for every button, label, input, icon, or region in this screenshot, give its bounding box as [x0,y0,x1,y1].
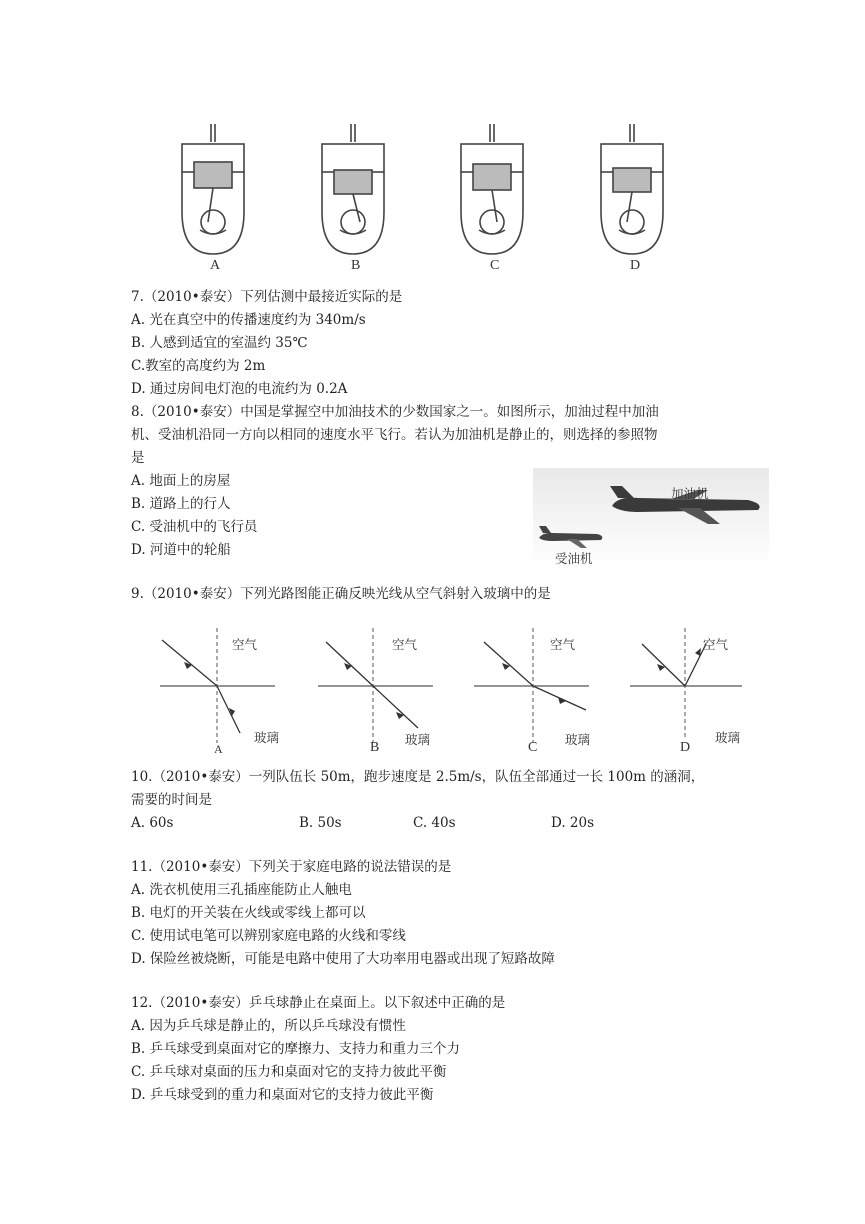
question-stem: 11.（2010•泰安）下列关于家庭电路的说法错误的是 [131,859,452,875]
question-stem-line-2: 需要的时间是 [131,792,212,808]
option-c: C. 乒乓球对桌面的压力和桌面对它的支持力彼此平衡 [131,1064,447,1080]
engine-diagram-c [457,122,527,257]
glass-label-a: 玻璃 [254,730,280,745]
tanker-label: 加油机 [671,486,709,501]
question-stem: 12.（2010•泰安）乒乓球静止在桌面上。以下叙述中正确的是 [131,995,506,1011]
question-stem-line-1: 10.（2010•泰安）一列队伍长 50m，跑步速度是 2.5m/s，队伍全部通过一长 100m 的涵洞， [131,769,705,785]
question-stem-line-1: 8.（2010•泰安）中国是掌握空中加油技术的少数国家之一。如图所示，加油过程中加油 [131,404,659,420]
question-stem-line-2: 机、受油机沿同一方向以相同的速度水平飞行。若认为加油机是静止的，则选择的参照物 [131,427,658,443]
question-stem-line-3: 是 [131,450,145,466]
question-stem: 9.（2010•泰安）下列光路图能正确反映光线从空气斜射入玻璃中的是 [131,586,551,602]
engine-label-c: C [490,258,500,273]
optics-label-c: C [528,740,538,755]
engine-diagram-b [318,122,388,257]
option-d: D. 保险丝被烧断，可能是电路中使用了大功率用电器或出现了短路故障 [131,951,555,967]
option-c: C. 40s [413,815,456,831]
engine-diagram-a [178,122,248,257]
air-label-c: 空气 [550,637,576,652]
air-label-d: 空气 [703,637,729,652]
glass-label-d: 玻璃 [715,730,741,745]
option-b: B. 乒乓球受到桌面对它的摩擦力、支持力和重力三个力 [131,1041,461,1057]
optics-label-b: B [370,740,380,755]
receiver-plane-icon [537,526,607,550]
option-d: D. 20s [551,815,595,831]
option-c: C. 使用试电笔可以辨别家庭电路的火线和零线 [131,928,406,944]
glass-label-b: 玻璃 [405,732,431,747]
option-b: B. 道路上的行人 [131,496,231,512]
option-c: C. 受油机中的飞行员 [131,519,258,535]
engine-label-a: A [210,258,221,273]
question-stem: 7.（2010•泰安）下列估测中最接近实际的是 [131,289,403,305]
engine-diagram-d [597,122,667,257]
optics-label-d: D [680,740,691,755]
engine-label-b: B [351,258,361,273]
option-d: D. 乒乓球受到的重力和桌面对它的支持力彼此平衡 [131,1087,434,1103]
refueling-photo [533,468,769,568]
engine-label-d: D [630,258,641,273]
option-b: B. 50s [299,815,342,831]
option-b: B. 人感到适宜的室温约 35℃ [131,335,308,351]
glass-label-c: 玻璃 [565,732,591,747]
option-a: A. 因为乒乓球是静止的，所以乒乓球没有惯性 [131,1018,406,1034]
option-a: A. 60s [131,815,174,831]
air-label-a: 空气 [232,637,258,652]
option-d: D. 河道中的轮船 [131,542,231,558]
option-d: D. 通过房间电灯泡的电流约为 0.2A [131,381,348,397]
option-a: A. 光在真空中的传播速度约为 340m/s [131,312,366,328]
option-a: A. 洗衣机使用三孔插座能防止人触电 [131,882,352,898]
receiver-label: 受油机 [555,551,593,566]
optics-label-a: A [214,742,223,756]
option-a: A. 地面上的房屋 [131,473,231,489]
option-c: C.教室的高度约为 2m [131,358,266,374]
option-b: B. 电灯的开关装在火线或零线上都可以 [131,905,366,921]
air-label-b: 空气 [392,637,418,652]
